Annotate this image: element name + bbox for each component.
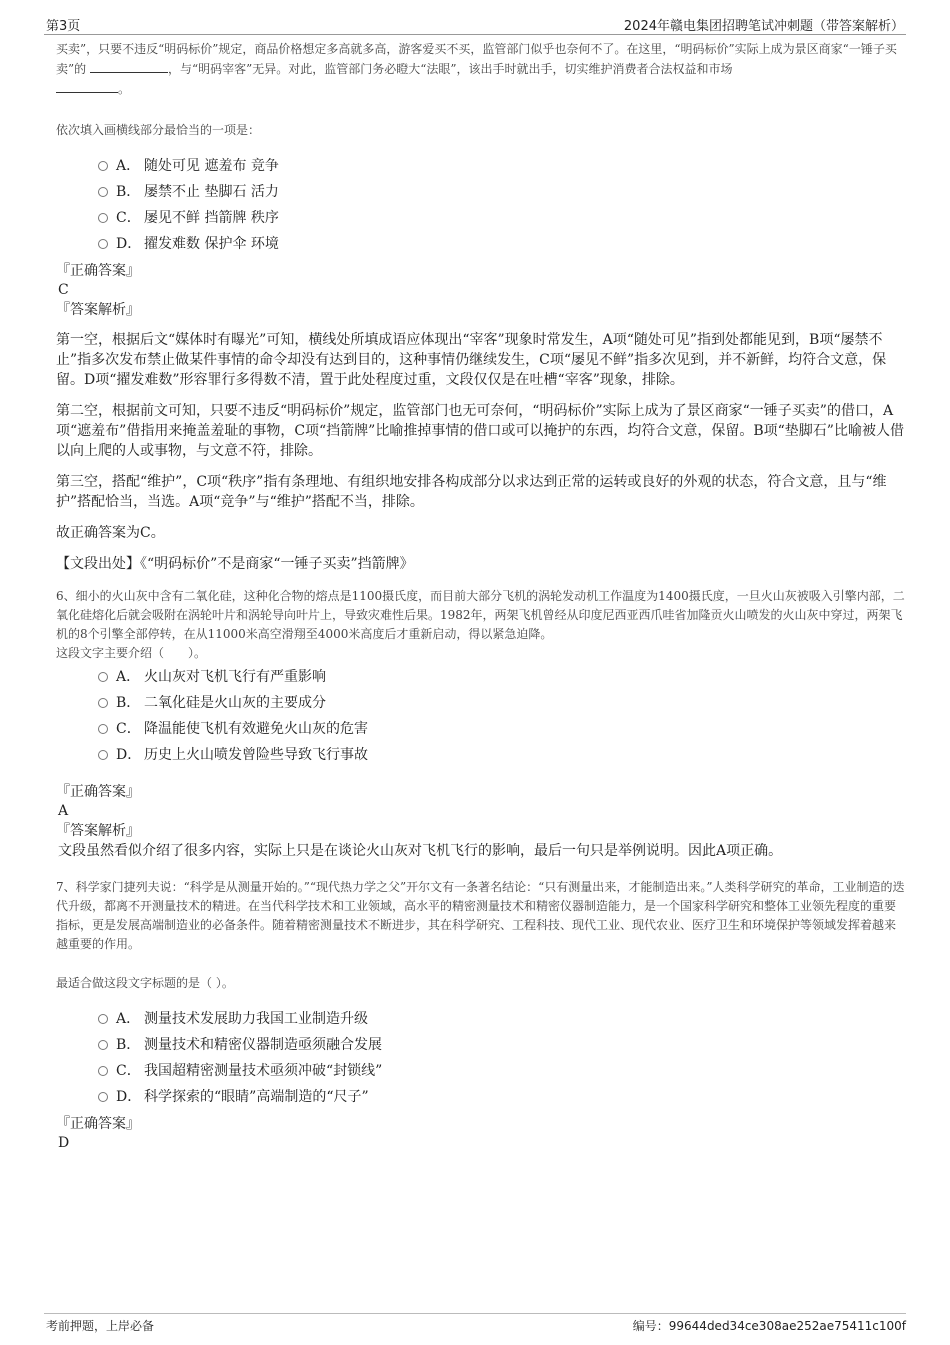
q5-option-a[interactable]: A． 随处可见 遮羞布 竞争 <box>56 152 906 178</box>
q5-passage: 买卖”，只要不违反“明码标价”规定，商品价格想定多高就多高，游客爱买不买，监管部门似乎也奈何不了。在这里，“明码标价”实际上成为景区商家“一锤子买卖”的 ，与“明码宰客”无异。对此，监管部门务必瞪大“法眼”，该出手时就出手，切实维护消费者合法权益和市场 。 <box>56 42 897 96</box>
page-footer <box>44 1313 906 1336</box>
fill-blank <box>90 59 168 73</box>
q5-option-c[interactable]: C． 屡见不鲜 挡箭牌 秩序 <box>56 204 906 230</box>
q5-analysis-paragraph: 第一空，根据后文“媒体时有曝光”可知，横线处所填成语应体现出“宰客”现象时常发生，A项“随处可见”指到处都能见到，B项“屡禁不止”指多次发布禁止做某件事情的命令却没有达到目的，这种事情仍继续发生，C项“屡见不鲜”指多次见到，并不新鲜，均符合文意，保留。D项“擢发难数”形容罪行多得数不清，置于此处程度过重，文段仅仅是在吐槽“宰客”现象，排除。 <box>56 332 887 388</box>
q6-stem: 这段文字主要介绍（ ）。 <box>56 646 207 660</box>
radio-button[interactable] <box>98 213 108 223</box>
q6-answer-label: 『正确答案』 <box>56 784 140 800</box>
radio-button[interactable] <box>98 1092 108 1102</box>
footer-slogan: 考前押题，上岸必备 <box>46 1319 155 1333</box>
q7-option-b[interactable]: B． 测量技术和精密仪器制造亟须融合发展 <box>56 1031 906 1057</box>
q6-analysis-label: 『答案解析』 <box>56 823 140 839</box>
radio-button[interactable] <box>98 1014 108 1024</box>
q5-option-b[interactable]: B． 屡禁不止 垫脚石 活力 <box>56 178 906 204</box>
q7-options <box>56 1005 906 1109</box>
q7-option-c[interactable]: C． 我国超精密测量技术亟须冲破“封锁线” <box>56 1057 906 1083</box>
q6-option-c[interactable]: C． 降温能使飞机有效避免火山灰的危害 <box>56 715 906 741</box>
q6-passage: 6、细小的火山灰中含有二氧化硅，这种化合物的熔点是1100摄氏度，而目前大部分飞机的涡轮发动机工作温度为1400摄氏度，一旦火山灰被吸入引擎内部，二氧化硅熔化后就会吸附在涡轮叶片和涡轮导向叶片上，导致灾难性后果。1982年，两架飞机曾经从印度尼西亚西爪哇省加隆贡火山喷发的火山灰中穿过，两架飞机的8个引擎全部停转，在从11000米高空滑翔至4000米高度后才重新启动，得以紧急迫降。 <box>56 589 905 641</box>
page-header <box>44 14 906 35</box>
radio-button[interactable] <box>98 724 108 734</box>
q6-options <box>56 663 906 767</box>
q6-block <box>56 587 906 861</box>
q6-option-a[interactable]: A． 火山灰对飞机飞行有严重影响 <box>56 663 906 689</box>
q7-answer-label: 『正确答案』 <box>56 1116 140 1132</box>
q6-option-d[interactable]: D． 历史上火山喷发曾险些导致飞行事故 <box>56 741 906 767</box>
q7-option-a[interactable]: A． 测量技术发展助力我国工业制造升级 <box>56 1005 906 1031</box>
q6-answer: A <box>58 803 69 819</box>
q5-block <box>56 40 906 574</box>
page-number: 第3页 <box>46 19 81 34</box>
q5-analysis-label: 『答案解析』 <box>56 302 140 318</box>
radio-button[interactable] <box>98 187 108 197</box>
document-title: 2024年赣电集团招聘笔试冲刺题（带答案解析） <box>623 19 904 34</box>
fill-blank <box>56 79 118 93</box>
q5-conclusion: 故正确答案为C。 <box>56 525 165 541</box>
radio-button[interactable] <box>98 698 108 708</box>
q5-analysis-paragraph: 第二空，根据前文可知，只要不违反“明码标价”规定，监管部门也无可奈何，“明码标价”实际上成为了景区商家“一锤子买卖”的借口，A项“遮羞布”借指用来掩盖羞耻的事物，C项“挡箭牌”比喻推掉事情的借口或可以掩护的东西，均符合文意，保留。B项“垫脚石”比喻被人借以向上爬的人或事物，与文意不符，排除。 <box>56 403 904 459</box>
q7-answer: D <box>58 1135 70 1151</box>
radio-button[interactable] <box>98 161 108 171</box>
q5-answer-label: 『正确答案』 <box>56 263 140 279</box>
q5-source: 【文段出处】《“明码标价”不是商家“一锤子买卖”挡箭牌》 <box>56 556 414 572</box>
radio-button[interactable] <box>98 1066 108 1076</box>
q5-options <box>56 152 906 256</box>
radio-button[interactable] <box>98 750 108 760</box>
q5-answer: C <box>58 282 69 298</box>
q5-analysis-paragraph: 第三空，搭配“维护”，C项“秩序”指有条理地、有组织地安排各构成部分以求达到正常的运转或良好的外观的状态，符合文意，且与“维护”搭配恰当，当选。A项“竞争”与“维护”搭配不当，排除。 <box>56 474 887 510</box>
q5-option-d[interactable]: D． 擢发难数 保护伞 环境 <box>56 230 906 256</box>
page-content <box>56 40 906 1152</box>
radio-button[interactable] <box>98 672 108 682</box>
radio-button[interactable] <box>98 239 108 249</box>
q7-passage: 7、科学家门捷列夫说：“科学是从测量开始的。”“现代热力学之父”开尔文有一条著名结论：“只有测量出来，才能制造出来。”人类科学研究的革命，工业制造的迭代升级，都离不开测量技术的精进。在当代科学技术和工业领域，高水平的精密测量技术和精密仪器制造能力，是一个国家科学研究和整体工业领先程度的重要指标，更是发展高端制造业的必备条件。随着精密测量技术不断进步，其在科学研究、工程科技、现代工业、现代农业、医疗卫生和环境保护等领域发挥着越来越重要的作用。 <box>56 880 905 951</box>
q6-analysis: 文段虽然看似介绍了很多内容，实际上只是在谈论火山灰对飞机飞行的影响，最后一句只是举例说明。因此A项正确。 <box>58 843 783 859</box>
q7-option-d[interactable]: D． 科学探索的“眼睛”高端制造的“尺子” <box>56 1083 906 1109</box>
radio-button[interactable] <box>98 1040 108 1050</box>
q5-stem: 依次填入画横线部分最恰当的一项是： <box>56 123 261 137</box>
q6-option-b[interactable]: B． 二氧化硅是火山灰的主要成分 <box>56 689 906 715</box>
q7-stem: 最适合做这段文字标题的是（ ）。 <box>56 976 234 990</box>
q7-block <box>56 878 906 1152</box>
document-id: 编号：99644ded34ce308ae252ae75411c100f <box>632 1319 906 1333</box>
